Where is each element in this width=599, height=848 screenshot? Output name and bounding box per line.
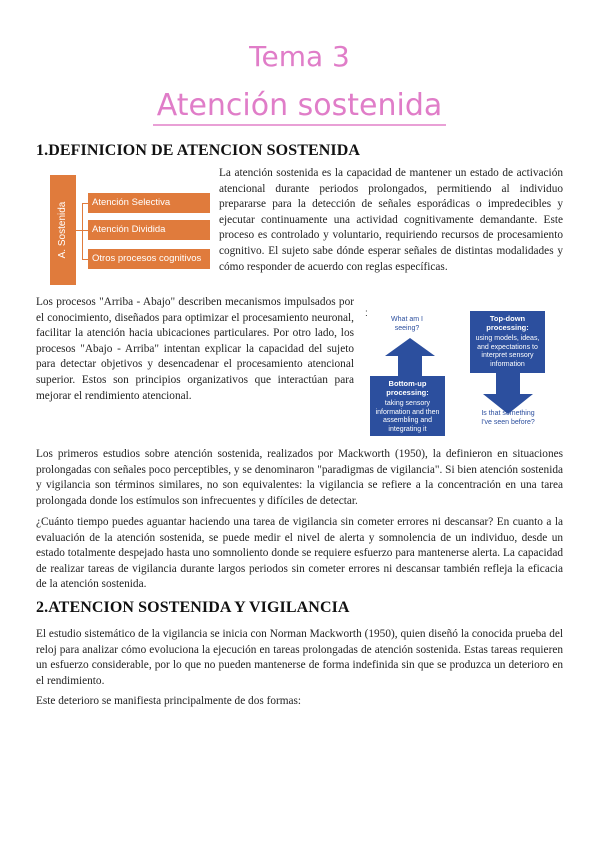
attention-diagram [50,175,210,285]
diagram-connector [82,203,83,259]
colon-mark: : [365,308,368,319]
diagram-box-selectiva: Atención Selectiva [88,193,210,213]
section-1-para-2: Los procesos "Arriba - Abajo" describen mecanismos impulsados por el conocimiento, diseñados para optimizar el procesamiento neuronal, facilitar la atención hacia ubicaciones particulares. Por otro lado, los procesos "Abajo - Arriba" intentan explicar la capacidad del sujeto para detectar objetivos y desencadenar el procesamiento atencional superior. Estos son principios organizativos que interactúan para mejorar el rendimiento atencional. [36,296,354,402]
top-down-text: using models, ideas, and expectations to interpret sensory information [475,335,540,368]
section-2-para-2: Este deterioro se manifiesta principalmente de dos formas: [36,695,302,707]
processing-diagram [365,308,565,436]
bottom-up-question: What am I seeing? [391,316,423,332]
section-1-para-3: Los primeros estudios sobre atención sostenida, realizados por Mackworth (1950), la definieron en situaciones prolongadas con señales poco perceptibles, y se denominaron "paradigmas de vigilancia". Si bien atención sostenida y vigilancia son términos similares, no son equivalentes: la vigilancia se refiere a la concentración en una tarea prolongada donde los estímulos son infrecuentes y difíciles de detectar. [36,448,563,507]
bottom-up-text: taking sensory information and then assembling and integrating it [375,400,440,433]
section-1-intro: La atención sostenida es la capacidad de mantener un estado de activación atencional durante periodos prolongados, permitiendo al individuo prepararse para la detección de señales esporádicas o impredecibles y ejecutar continuamente una actividad cognitivamente demandante. Este proceso es controlado y voluntario, requiriendo recursos de procesamiento cognitivo. El sujeto sabe dónde esperar señales de distintas modalidades y cómo responder de acuerdo con reglas específicas. [219,167,563,273]
section-2-para-1: El estudio sistemático de la vigilancia se inicia con Norman Mackworth (1950), quien diseñó la conocida prueba del reloj para analizar cómo evoluciona la ejecución en tareas prolongadas de atención sostenida. Estas tareas requieren un esfuerzo considerable, por lo que no pueden mantenerse de forma indefinida sin que se produzca un deterioro en el rendimiento. [36,628,563,687]
top-down-title: Top-down processing: [486,314,529,332]
diagram-box-dividida: Atención Dividida [88,220,210,240]
page-subtitle [0,88,599,123]
up-arrow-icon [385,338,435,378]
section-1-heading: 1.DEFINICION DE ATENCION SOSTENIDA [36,142,361,159]
bottom-up-box [370,376,445,436]
diagram-bar-label: A. Sostenida [57,201,68,259]
top-down-box [470,311,545,373]
page-title: Tema 3 [249,40,350,73]
down-arrow-icon [483,372,533,414]
subtitle-text: Atención sostenida [153,88,447,126]
diagram-box-otros: Otros procesos cognitivos [88,249,210,269]
top-down-question: Is that something I've seen before? [481,410,535,426]
section-2-heading: 2.ATENCION SOSTENIDA Y VIGILANCIA [36,599,350,616]
section-1-para-4: ¿Cuánto tiempo puedes aguantar haciendo una tarea de vigilancia sin cometer errores ni descansar? En cuanto a la evaluación de la atención sostenida, se puede medir el nivel de alerta y somnolencia de un individuo, desde un estado totalmente despejado hasta uno somnoliento donde se requiere esfuerzo para mantenerse alerta. La capacidad de realizar tareas de vigilancia durante largos periodos sin cometer errores ni descansar también refleja la eficacia de la atención sostenida. [36,516,563,591]
bottom-up-title: Bottom-up processing: [386,379,429,397]
